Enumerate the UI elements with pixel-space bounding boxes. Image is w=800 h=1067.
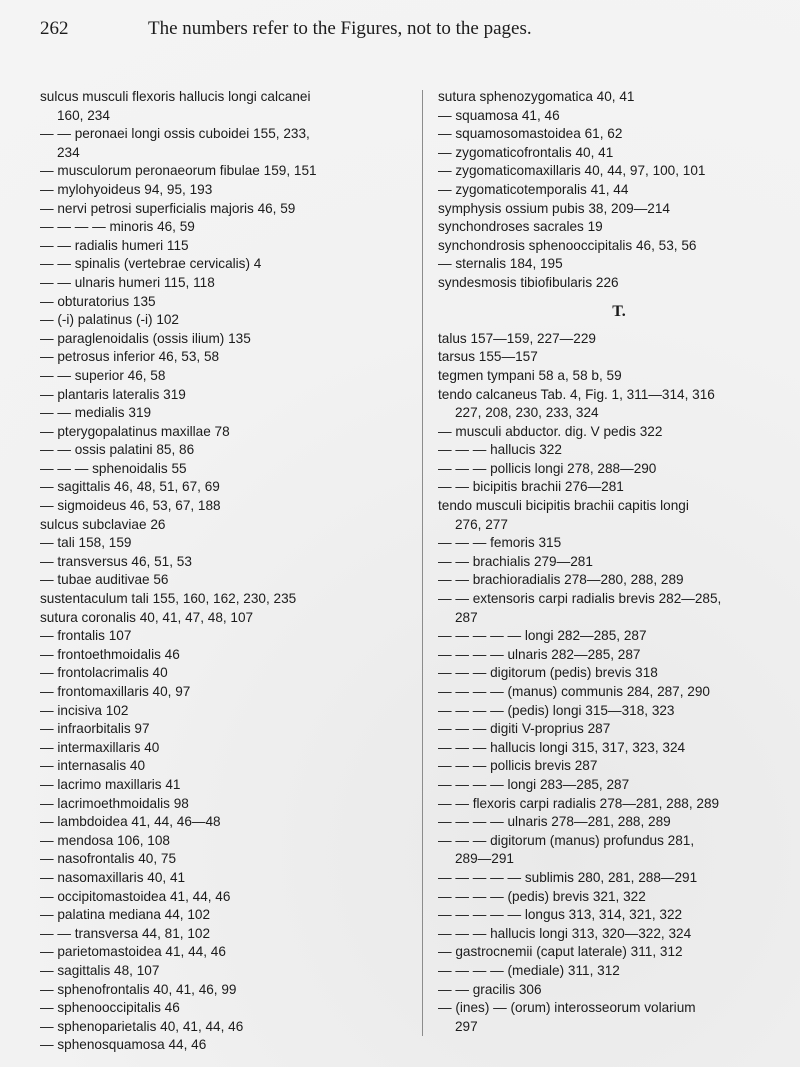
index-entry: — — extensoris carpi radialis brevis 282—285, (438, 591, 722, 607)
index-entry: — sternalis 184, 195 (438, 256, 563, 272)
index-entry: — — — — (manus) communis 284, 287, 290 (438, 684, 710, 699)
index-entry: — sigmoideus 46, 53, 67, 188 (40, 498, 221, 514)
index-entry: — — superior 46, 58 (40, 367, 166, 383)
index-entry: — zygomaticomaxillaris 40, 44, 97, 100, 101 (438, 163, 706, 179)
index-entry: — squamosa 41, 46 (438, 107, 560, 123)
index-entry: — mendosa 106, 108 (40, 832, 170, 848)
index-entry: — — ossis palatini 85, 86 (40, 442, 195, 458)
index-entry: sulcus subclaviae 26 (40, 516, 166, 532)
index-entry: — — — pollicis longi 278, 288—290 (438, 460, 657, 476)
index-entry: — — — hallucis longi 315, 317, 323, 324 (438, 739, 686, 755)
section-letter-heading: T. (612, 302, 626, 320)
index-entry: — — brachioradialis 278—280, 288, 289 (438, 572, 684, 588)
index-entry: — — — femoris 315 (438, 535, 562, 551)
right-index-column (438, 88, 800, 1036)
page-header (40, 18, 760, 44)
index-entry: — — — — — longus 313, 314, 321, 322 (438, 907, 683, 923)
index-entry: sutura sphenozygomatica 40, 41 (438, 89, 635, 104)
index-entry: — internasalis 40 (40, 758, 146, 774)
index-entry: — — — pollicis brevis 287 (438, 758, 598, 774)
index-entry-continuation: 160, 234 (57, 107, 110, 123)
index-entry: — petrosus inferior 46, 53, 58 (40, 349, 220, 365)
index-entry: — sphenosquamosa 44, 46 (40, 1037, 207, 1053)
index-entry: — nasofrontalis 40, 75 (40, 851, 177, 867)
index-entry: — — peronaei longi ossis cuboidei 155, 233, (40, 126, 310, 142)
index-entry-continuation: 297 (455, 1018, 478, 1034)
index-entry: — lacrimo maxillaris 41 (40, 776, 181, 792)
index-entry: — — — — (pedis) brevis 321, 322 (438, 888, 646, 904)
index-entry: — — — — minoris 46, 59 (40, 219, 195, 235)
index-entry: — — — — (mediale) 311, 312 (438, 962, 620, 978)
index-entry: — — — digiti V-proprius 287 (438, 721, 611, 737)
page-number: 262 (40, 18, 69, 39)
index-entry: — frontolacrimalis 40 (40, 665, 168, 681)
index-entry-continuation: 276, 277 (455, 516, 508, 532)
index-entry: — sphenoparietalis 40, 41, 44, 46 (40, 1018, 244, 1034)
index-entry: — — gracilis 306 (438, 981, 542, 997)
index-entry: — — — — (pedis) longi 315—318, 323 (438, 702, 675, 718)
index-entry: — nasomaxillaris 40, 41 (40, 869, 186, 885)
index-entry: synchondroses sacrales 19 (438, 219, 603, 235)
index-entry: — (ines) — (orum) interosseorum volarium (438, 1000, 696, 1016)
index-entry: — — — hallucis 322 (438, 442, 562, 458)
index-entry: — sphenooccipitalis 46 (40, 1000, 180, 1016)
index-entry: — transversus 46, 51, 53 (40, 553, 192, 569)
index-entry: syndesmosis tibiofibularis 226 (438, 274, 619, 290)
index-entry: — paraglenoidalis (ossis ilium) 135 (40, 330, 251, 346)
index-entry: tegmen tympani 58 a, 58 b, 59 (438, 367, 622, 383)
index-entry: — nervi petrosi superficialis majoris 46, 59 (40, 200, 296, 216)
index-entry: — — bicipitis brachii 276—281 (438, 479, 624, 495)
index-entry: — — spinalis (vertebrae cervicalis) 4 (40, 256, 262, 272)
index-entry: tarsus 155—157 (438, 349, 538, 365)
index-entry: — gastrocnemii (caput laterale) 311, 312 (438, 944, 683, 960)
index-entry: — sagittalis 46, 48, 51, 67, 69 (40, 479, 220, 495)
index-entry: — musculorum peronaeorum fibulae 159, 151 (40, 163, 317, 179)
index-entry: — pterygopalatinus maxillae 78 (40, 423, 230, 439)
index-entry: — palatina mediana 44, 102 (40, 907, 211, 923)
index-entry: — — flexoris carpi radialis 278—281, 288, 289 (438, 795, 720, 811)
index-entry: symphysis ossium pubis 38, 209—214 (438, 200, 670, 216)
index-entry: — tali 158, 159 (40, 535, 132, 551)
index-entry: — (-i) palatinus (-i) 102 (40, 312, 179, 328)
column-divider (422, 90, 423, 1036)
running-head: The numbers refer to the Figures, not to the pages. (148, 18, 532, 39)
index-entry: — lacrimoethmoidalis 98 (40, 795, 189, 811)
index-entry: — plantaris lateralis 319 (40, 386, 186, 402)
index-entry: — zygomaticotemporalis 41, 44 (438, 181, 629, 197)
index-entry: — sagittalis 48, 107 (40, 962, 160, 978)
index-entry: — squamosomastoidea 61, 62 (438, 126, 623, 142)
index-entry: — frontalis 107 (40, 628, 132, 644)
index-entry: — occipitomastoidea 41, 44, 46 (40, 888, 231, 904)
index-entry: tendo musculi bicipitis brachii capitis longi (438, 498, 689, 514)
index-entry: — — — — ulnaris 282—285, 287 (438, 646, 641, 662)
index-entry: talus 157—159, 227—229 (438, 330, 596, 346)
index-entry: — — — — — sublimis 280, 281, 288—291 (438, 869, 698, 885)
index-entry: — infraorbitalis 97 (40, 721, 150, 737)
index-entry: — musculi abductor. dig. V pedis 322 (438, 423, 663, 439)
index-entry: — — — — longi 283—285, 287 (438, 776, 630, 792)
index-entry: — obturatorius 135 (40, 293, 156, 309)
index-entry: — incisiva 102 (40, 702, 129, 718)
index-entry: — — — — ulnaris 278—281, 288, 289 (438, 814, 671, 830)
index-entry-continuation: 234 (57, 144, 80, 160)
index-entry: — — brachialis 279—281 (438, 553, 593, 569)
index-entry: — mylohyoideus 94, 95, 193 (40, 181, 213, 197)
index-entry: — — — — — longi 282—285, 287 (438, 628, 647, 644)
index-entry-continuation: 289—291 (455, 851, 514, 867)
index-entry: — — medialis 319 (40, 405, 152, 421)
index-entry: — zygomaticofrontalis 40, 41 (438, 144, 614, 160)
index-entry: — — — digitorum (manus) profundus 281, (438, 832, 695, 848)
index-entry: sulcus musculi flexoris hallucis longi calcanei (40, 89, 311, 104)
index-entry: — intermaxillaris 40 (40, 739, 160, 755)
index-entry: — — — digitorum (pedis) brevis 318 (438, 665, 658, 681)
index-entry: tendo calcaneus Tab. 4, Fig. 1, 311—314, 316 (438, 386, 715, 402)
index-entry: — frontoethmoidalis 46 (40, 646, 180, 662)
index-entry: — frontomaxillaris 40, 97 (40, 684, 191, 699)
index-entry-continuation: 287 (455, 609, 478, 625)
index-entry: — — radialis humeri 115 (40, 237, 189, 253)
index-entry: — — ulnaris humeri 115, 118 (40, 274, 215, 290)
index-entry: — lambdoidea 41, 44, 46—48 (40, 814, 221, 830)
index-entry: synchondrosis sphenooccipitalis 46, 53, 56 (438, 237, 697, 253)
index-entry-continuation: 227, 208, 230, 233, 324 (455, 405, 599, 421)
index-entry: — parietomastoidea 41, 44, 46 (40, 944, 226, 960)
index-entry: — — — sphenoidalis 55 (40, 460, 187, 476)
index-entry: sustentaculum tali 155, 160, 162, 230, 235 (40, 591, 297, 607)
index-entry: — — — hallucis longi 313, 320—322, 324 (438, 925, 692, 941)
index-entry: — sphenofrontalis 40, 41, 46, 99 (40, 981, 237, 997)
left-index-column (40, 88, 404, 1055)
index-entry: sutura coronalis 40, 41, 47, 48, 107 (40, 609, 254, 625)
index-entry: — tubae auditivae 56 (40, 572, 169, 588)
index-entry: — — transversa 44, 81, 102 (40, 925, 211, 941)
